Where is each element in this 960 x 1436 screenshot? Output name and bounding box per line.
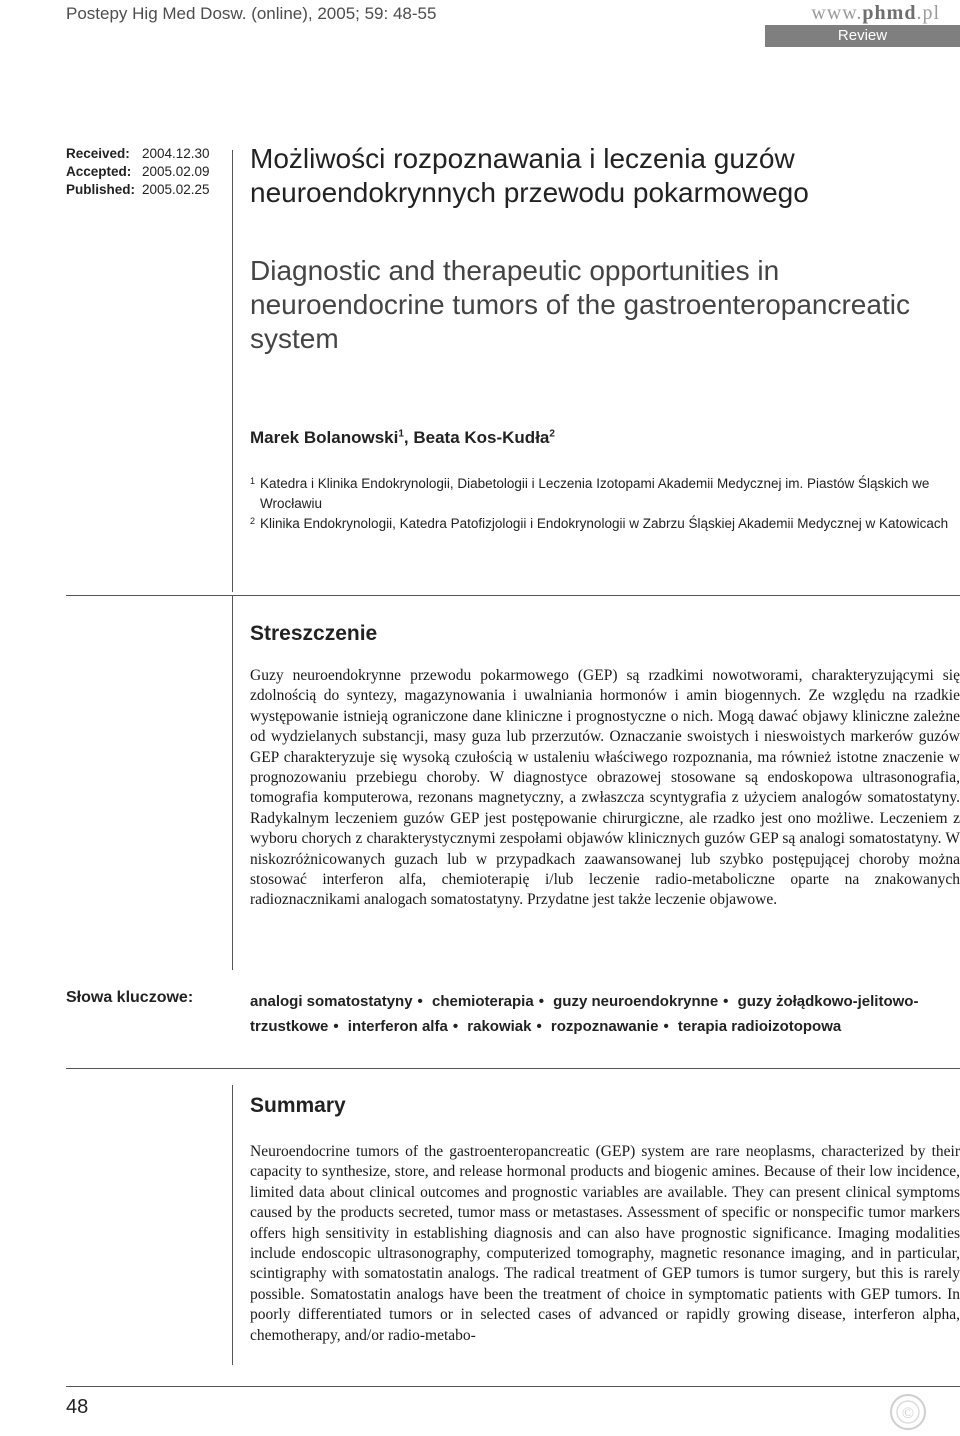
keywords-label: Słowa kluczowe: (66, 989, 194, 1006)
date-value: 2005.02.09 (142, 164, 210, 179)
affiliation-number: 1 (250, 476, 256, 486)
vertical-divider (232, 596, 233, 970)
date-value: 2004.12.30 (142, 146, 210, 161)
affiliation-text: Katedra i Klinika Endokrynologii, Diabetologii i Leczenia Izotopami Akademii Medycznej im. Piastów Śląskich we Wrocławiu (260, 476, 930, 511)
article-type-badge: Review (765, 25, 960, 47)
keyword-separator: • (417, 993, 423, 1010)
keyword: rakowiak (467, 1018, 532, 1035)
keyword: interferon alfa (347, 1018, 448, 1035)
summary-heading: Summary (250, 1094, 346, 1117)
footer-divider (66, 1386, 960, 1387)
abstract-heading: Streszczenie (250, 622, 378, 645)
copyright-mark-icon (888, 1392, 928, 1432)
section-divider (66, 1068, 960, 1069)
site-prefix: www. (811, 2, 863, 24)
keyword: analogi somatostatyny (250, 993, 413, 1010)
affiliation-text: Klinika Endokrynologii, Katedra Patofizjologii i Endokrynologii w Zabrzu Śląskiej Akademii Medycznej w Katowicach (260, 516, 949, 531)
date-accepted (66, 163, 210, 181)
journal-website[interactable] (811, 2, 940, 25)
affiliation-item (250, 474, 960, 514)
date-label: Accepted: (66, 164, 132, 179)
author-name: Beata Kos-Kudła (413, 428, 550, 447)
affiliations (250, 474, 960, 534)
site-bold: phmd (862, 2, 917, 24)
keywords-list (250, 989, 960, 1039)
keyword-separator: • (538, 993, 544, 1010)
keyword: guzy neuroendokrynne (553, 993, 719, 1010)
publication-dates (66, 145, 210, 199)
keyword-separator: • (333, 1018, 339, 1035)
author-list (250, 428, 555, 448)
keyword: guzy żołądkowo-jelitowo-trzustkowe (250, 993, 919, 1035)
affiliation-item (250, 514, 960, 534)
keyword-separator: • (452, 1018, 459, 1035)
author-affiliation-number: 2 (549, 428, 555, 440)
section-divider (66, 595, 960, 596)
date-label: Published: (66, 182, 136, 197)
keyword: chemioterapia (431, 993, 534, 1010)
date-received (66, 145, 210, 163)
page-number: 48 (66, 1396, 89, 1418)
title-english: Diagnostic and therapeutic opportunities in neuroendocrine tumors of the gastroenteropancreatic system (250, 255, 910, 354)
journal-citation: Postepy Hig Med Dosw. (online), 2005; 59: 48-55 (66, 4, 437, 23)
date-label: Received: (66, 146, 130, 161)
title-polish: Możliwości rozpoznawania i leczenia guzów neuroendokrynnych przewodu pokarmowego (250, 143, 809, 208)
vertical-divider (232, 1085, 233, 1365)
keyword-separator: • (536, 1018, 542, 1035)
author-affiliation-number: 1 (398, 428, 404, 440)
author-name: Marek Bolanowski (250, 428, 399, 447)
summary-text: Neuroendocrine tumors of the gastroenteropancreatic (GEP) system are rare neoplasms, characterized by their capacity to synthesize, store, and release hormonal products and biogenic amines. Because of their low incidence, limited data about clinical outcomes and prognostic variables are available. They can present clinical symptoms caused by the products secreted, tumor mass or metastases. Assessment of specific or nonspecific tumor markers offers high sensitivity in establishing diagnosis and can also have prognostic significance. Imaging modalities include endoscopic ultrasonography, computerized tomography, magnetic resonance imaging, and in particular, scintigraphy with somatostatin analogs. The radical treatment of GEP tumors is tumor surgery, but this is rarely possible. Somatostatin analogs have been the treatment of choice in symptomatic patients with GEP tumors. In poorly differentiated tumors or in selected cases of advanced or rapidly growing disease, interferon alpha, chemotherapy, and/or radio-metabo- (250, 1143, 960, 1344)
date-published (66, 181, 210, 199)
keyword: rozpoznawanie (550, 1018, 659, 1035)
abstract-text: Guzy neuroendokrynne przewodu pokarmowego (GEP) są rzadkimi nowotworami, charakteryzującymi się zdolnością do syntezy, magazynowania i uwalniania hormonów i amin biogennych. Ze względu na rzadkie występowanie istnieją ograniczone dane kliniczne i prognostyczne o nich. Mogą dawać objawy kliniczne zależne od wydzielanych substancji, masy guza lub przerzutów. Oznaczanie swoistych i nieswoistych markerów guzów GEP charakteryzuje się wysoką czułością w ustaleniu właściwego rozpoznania, ma również istotne znaczenie w prognozowaniu przebiegu choroby. W diagnostyce obrazowej stosowane są endoskopowa ultrasonografia, tomografia komputerowa, rezonans magnetyczny, a zwłaszcza scyntygrafia z użyciem analogów somatostatyny. Radykalnym leczeniem guzów GEP jest postępowanie chirurgiczne, ale rzadko jest ono możliwe. Leczeniem z wyboru chorych z charakterystycznymi zespołami objawów klinicznych guzów GEP są analogi somatostatyny. W niskozróżnicowanych guzach lub w przypadkach zaawansowanej lub szybko postępującej choroby można stosować interferon alfa, chemioterapię i/lub leczenie radio-metaboliczne oparte na znakowanych radioznacznikami analogach somatostatyny. Przydatne jest także leczenie objawowe. (250, 667, 960, 909)
keyword-separator: • (663, 1018, 669, 1035)
keyword-separator: • (723, 993, 729, 1010)
date-value: 2005.02.25 (142, 182, 210, 197)
vertical-divider (232, 150, 233, 592)
svg-text:©: © (901, 1405, 915, 1422)
keyword: terapia radioizotopowa (677, 1018, 842, 1035)
affiliation-number: 2 (250, 516, 256, 526)
author-separator: , (403, 428, 414, 447)
site-suffix: .pl (916, 2, 940, 24)
